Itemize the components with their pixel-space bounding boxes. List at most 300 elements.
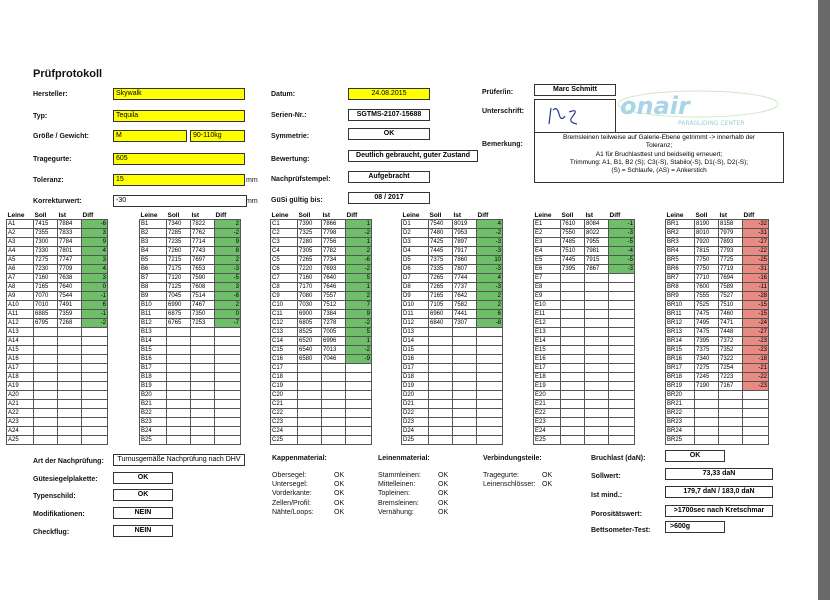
diff-cell <box>82 373 108 382</box>
diff-cell <box>82 427 108 436</box>
line-name-cell: C6 <box>271 265 298 274</box>
line-table <box>401 211 503 445</box>
ist-cell: 7653 <box>191 265 215 274</box>
ist-cell: 7512 <box>322 301 346 310</box>
soll-cell: 7375 <box>429 256 453 265</box>
typen-field[interactable]: OK <box>113 489 173 501</box>
ist-cell: 7046 <box>322 355 346 364</box>
table-row <box>534 283 635 292</box>
ist-cell: 7589 <box>719 283 743 292</box>
diff-cell: 7 <box>346 301 372 310</box>
ist-cell: 7253 <box>191 319 215 328</box>
guete-field[interactable]: OK <box>113 472 173 484</box>
table-row <box>666 229 769 238</box>
ist-cell: 7467 <box>191 301 215 310</box>
verb-title: Verbindungsteile: <box>483 455 542 462</box>
ist-cell: 7893 <box>719 238 743 247</box>
diff-cell: -31 <box>743 265 769 274</box>
line-name-cell: C10 <box>271 301 298 310</box>
column-header-diff: Diff <box>743 211 755 219</box>
soll-cell <box>167 328 191 337</box>
ist-cell: 7590 <box>191 274 215 283</box>
table-row <box>402 292 503 301</box>
line-name-cell: B14 <box>140 337 167 346</box>
diff-cell <box>346 400 372 409</box>
soll-cell: 6900 <box>298 310 322 319</box>
diff-cell: 4 <box>477 274 503 283</box>
line-name-cell: D2 <box>402 229 429 238</box>
ist-cell <box>453 382 477 391</box>
line-name-cell: B18 <box>140 373 167 382</box>
verb-item-value: OK <box>542 481 553 489</box>
ist-cell: 7747 <box>58 256 82 265</box>
gewicht-field[interactable]: 90-110kg <box>190 130 245 142</box>
soll-cell: 7160 <box>298 274 322 283</box>
diff-cell <box>215 373 241 382</box>
line-name-cell: B1 <box>140 220 167 229</box>
diff-cell <box>215 436 241 445</box>
diff-cell <box>743 409 769 418</box>
line-name-cell: E18 <box>534 373 561 382</box>
line-name-cell: A5 <box>7 256 34 265</box>
soll-cell <box>695 409 719 418</box>
diff-cell <box>215 355 241 364</box>
ist-cell: 7441 <box>453 310 477 319</box>
soll-cell <box>167 337 191 346</box>
toleranz-unit: mm <box>246 177 258 184</box>
table-row <box>534 301 635 310</box>
table-row <box>140 418 241 427</box>
line-name-cell: E23 <box>534 418 561 427</box>
ist-cell: 7734 <box>322 256 346 265</box>
diff-cell <box>609 418 635 427</box>
diff-cell: -3 <box>609 229 635 238</box>
diff-cell: 3 <box>82 274 108 283</box>
table-row <box>7 382 108 391</box>
line-name-cell: B5 <box>140 256 167 265</box>
diff-cell <box>609 328 635 337</box>
ist-cell: 7352 <box>719 346 743 355</box>
poro-field[interactable]: >1700sec nach Kretschmar <box>665 505 773 517</box>
table-row <box>402 355 503 364</box>
tragegurte-field[interactable]: 605 <box>113 153 245 165</box>
diff-cell: 3 <box>215 283 241 292</box>
bruch-field[interactable]: OK <box>665 450 725 462</box>
serien-field[interactable]: SGTMS-2107-15688 <box>348 109 430 121</box>
diff-cell <box>82 355 108 364</box>
leinen-item-value: OK <box>438 508 449 516</box>
soll-cell <box>167 436 191 445</box>
table-row <box>7 364 108 373</box>
diff-cell: -27 <box>743 328 769 337</box>
diff-cell: 0 <box>215 310 241 319</box>
diff-cell <box>215 400 241 409</box>
tragegurte-label: Tragegurte: <box>33 156 72 163</box>
table-row <box>7 247 108 256</box>
soll-cell <box>167 409 191 418</box>
soll-cell <box>561 355 585 364</box>
soll-cell: 6885 <box>34 310 58 319</box>
line-name-cell: B19 <box>140 382 167 391</box>
table-row <box>666 337 769 346</box>
line-name-cell: BR9 <box>666 292 695 301</box>
soll-cell <box>561 400 585 409</box>
line-name-cell: A23 <box>7 418 34 427</box>
soll-cell: 7125 <box>167 283 191 292</box>
soll-cell: 7480 <box>429 229 453 238</box>
hersteller-field[interactable]: Skywalk <box>113 88 245 100</box>
table-row <box>534 337 635 346</box>
guesi-field[interactable]: 08 / 2017 <box>348 192 430 204</box>
ist-cell <box>58 409 82 418</box>
leinen-item-label: Mittelleinen: <box>378 481 416 489</box>
diff-cell: 4 <box>82 247 108 256</box>
groesse-field[interactable]: M <box>113 130 187 142</box>
table-row <box>271 265 372 274</box>
line-name-cell: A25 <box>7 436 34 445</box>
diff-cell <box>609 319 635 328</box>
soll-cell: 7070 <box>34 292 58 301</box>
kappen-item-value: OK <box>334 481 345 489</box>
line-name-cell: B6 <box>140 265 167 274</box>
line-name-cell: B22 <box>140 409 167 418</box>
ist-cell <box>585 373 609 382</box>
line-name-cell: D6 <box>402 265 429 274</box>
diff-cell <box>215 328 241 337</box>
ist-cell: 7640 <box>322 274 346 283</box>
ist-cell: 7793 <box>719 247 743 256</box>
modi-field[interactable]: NEIN <box>113 507 173 519</box>
ist-cell: 7557 <box>322 292 346 301</box>
soll-cell <box>561 391 585 400</box>
table-row <box>666 418 769 427</box>
table-row <box>402 301 503 310</box>
line-name-cell: D11 <box>402 310 429 319</box>
soll-cell: 7610 <box>561 220 585 229</box>
ist-cell: 7866 <box>322 220 346 229</box>
table-row <box>140 247 241 256</box>
soll-cell: 7600 <box>695 283 719 292</box>
soll-cell: 6765 <box>167 319 191 328</box>
soll-cell: 7275 <box>34 256 58 265</box>
toleranz-field[interactable]: 15 <box>113 174 245 186</box>
ist-cell <box>191 391 215 400</box>
ist-cell <box>58 337 82 346</box>
soll-cell: 7540 <box>429 220 453 229</box>
line-name-cell: E20 <box>534 391 561 400</box>
bemerkung-box[interactable] <box>534 132 784 183</box>
line-name-cell: A11 <box>7 310 34 319</box>
ist-cell: 7638 <box>58 274 82 283</box>
bewertung-field[interactable]: Deutlich gebraucht, guter Zustand <box>348 150 478 162</box>
soll-cell <box>429 346 453 355</box>
ist-cell: 7743 <box>191 247 215 256</box>
kappen-item-value: OK <box>334 490 345 498</box>
ist-cell: 7979 <box>719 229 743 238</box>
ist-cell <box>191 355 215 364</box>
line-name-cell: BR19 <box>666 382 695 391</box>
column-header-leine: Leine <box>666 211 684 219</box>
table-row <box>7 220 108 229</box>
table-row <box>666 328 769 337</box>
soll-cell: 7285 <box>167 229 191 238</box>
diff-cell <box>609 373 635 382</box>
line-table <box>6 211 108 445</box>
diff-cell <box>82 337 108 346</box>
ist-cell <box>58 364 82 373</box>
table-row <box>7 319 108 328</box>
line-name-cell: A2 <box>7 229 34 238</box>
diff-cell: -1 <box>82 310 108 319</box>
soll-cell <box>167 400 191 409</box>
ist-cell: 7307 <box>453 319 477 328</box>
ist-cell <box>58 373 82 382</box>
table-row <box>271 238 372 247</box>
ist-cell <box>585 355 609 364</box>
diff-cell: -5 <box>609 256 635 265</box>
diff-cell <box>609 400 635 409</box>
table-row <box>534 274 635 283</box>
ist-cell <box>719 409 743 418</box>
table-row <box>7 301 108 310</box>
line-name-cell: C18 <box>271 373 298 382</box>
soll-cell <box>695 400 719 409</box>
symmetrie-field[interactable]: OK <box>348 128 430 140</box>
diff-cell: -2 <box>346 346 372 355</box>
diff-cell: 1 <box>346 238 372 247</box>
column-header-diff: Diff <box>215 211 227 219</box>
column-header-diff: Diff <box>82 211 94 219</box>
soll-cell <box>34 418 58 427</box>
check-field[interactable]: NEIN <box>113 525 173 537</box>
stempel-label: Nachprüfstempel: <box>271 176 331 183</box>
diff-cell <box>477 382 503 391</box>
ist-cell: 7782 <box>322 247 346 256</box>
soll-cell: 7105 <box>429 301 453 310</box>
art-label: Art der Nachprüfung: <box>33 458 104 465</box>
table-row <box>140 391 241 400</box>
table-row <box>271 283 372 292</box>
ist-cell <box>322 409 346 418</box>
ist-cell <box>453 409 477 418</box>
ist-cell: 7582 <box>453 301 477 310</box>
column-header-diff: Diff <box>609 211 621 219</box>
line-name-cell: B13 <box>140 328 167 337</box>
diff-cell: 1 <box>346 220 372 229</box>
ist-cell: 7384 <box>322 310 346 319</box>
line-name-cell: C20 <box>271 391 298 400</box>
diff-cell <box>215 427 241 436</box>
table-row <box>666 346 769 355</box>
diff-cell: 4 <box>477 220 503 229</box>
table-row <box>666 355 769 364</box>
typ-field[interactable]: Tequila <box>113 110 245 122</box>
ist-cell <box>585 427 609 436</box>
diff-cell <box>477 337 503 346</box>
ist-cell: 7510 <box>719 301 743 310</box>
line-name-cell: E25 <box>534 436 561 445</box>
table-row <box>402 247 503 256</box>
diff-cell: -3 <box>215 265 241 274</box>
toleranz-label: Toleranz: <box>33 177 64 184</box>
line-name-cell: BR15 <box>666 346 695 355</box>
soll-cell <box>167 418 191 427</box>
diff-cell: -2 <box>477 229 503 238</box>
table-row <box>271 247 372 256</box>
line-name-cell: A8 <box>7 283 34 292</box>
verb-item-label: Leinenschlösser: <box>483 481 536 489</box>
table-row <box>666 301 769 310</box>
column-header-ist: Ist <box>719 211 728 219</box>
line-name-cell: C16 <box>271 355 298 364</box>
ist-cell <box>453 400 477 409</box>
table-row <box>7 346 108 355</box>
line-name-cell: C15 <box>271 346 298 355</box>
soll-cell <box>561 310 585 319</box>
line-name-cell: A22 <box>7 409 34 418</box>
ist-cell <box>453 328 477 337</box>
column-header-soll: Soll <box>298 211 311 219</box>
ist-cell: 7013 <box>322 346 346 355</box>
art-field[interactable]: Turnusgemäße Nachprüfung nach DHV <box>113 454 245 466</box>
table-row <box>402 337 503 346</box>
ist-cell <box>191 436 215 445</box>
soll-cell <box>429 382 453 391</box>
pruefer-label: Prüfer/in: <box>482 89 514 96</box>
ist-cell: 7471 <box>719 319 743 328</box>
diff-cell: -2 <box>82 319 108 328</box>
table-row <box>402 229 503 238</box>
line-name-cell: B7 <box>140 274 167 283</box>
ist-cell <box>322 427 346 436</box>
line-name-cell: C14 <box>271 337 298 346</box>
line-name-cell: D1 <box>402 220 429 229</box>
soll-cell: 7340 <box>695 355 719 364</box>
soll-cell <box>561 319 585 328</box>
diff-cell: -22 <box>743 373 769 382</box>
soll-cell: 7750 <box>695 256 719 265</box>
table-row <box>271 301 372 310</box>
line-name-cell: E1 <box>534 220 561 229</box>
guesi-label: GüSi gültig bis: <box>271 197 323 204</box>
diff-cell <box>346 364 372 373</box>
diff-cell: -25 <box>743 256 769 265</box>
line-name-cell: E11 <box>534 310 561 319</box>
diff-cell <box>743 436 769 445</box>
line-name-cell: C5 <box>271 256 298 265</box>
soll-cell <box>429 400 453 409</box>
bemerkung-line: A1 für Bruchlasttest und beidseitig erneuert; <box>595 150 723 158</box>
line-name-cell: D19 <box>402 382 429 391</box>
line-name-cell: D16 <box>402 355 429 364</box>
ist-cell: 7544 <box>58 292 82 301</box>
ist-cell <box>585 301 609 310</box>
diff-cell <box>477 391 503 400</box>
table-row <box>271 346 372 355</box>
diff-cell: -23 <box>743 337 769 346</box>
column-header-diff: Diff <box>346 211 358 219</box>
line-name-cell: BR10 <box>666 301 695 310</box>
line-name-cell: C21 <box>271 400 298 409</box>
korrektur-field[interactable]: -30 <box>113 195 247 207</box>
line-name-cell: E16 <box>534 355 561 364</box>
soll-cell <box>561 337 585 346</box>
soll-cell: 7220 <box>298 265 322 274</box>
ist-cell <box>58 328 82 337</box>
ist-cell <box>585 409 609 418</box>
soll-cell <box>429 427 453 436</box>
table-row <box>666 319 769 328</box>
ist-cell: 7640 <box>58 283 82 292</box>
line-table <box>139 211 241 445</box>
ist-cell <box>585 328 609 337</box>
line-name-cell: C1 <box>271 220 298 229</box>
soll-cell <box>167 427 191 436</box>
soll-field[interactable]: 73,33 daN <box>665 468 773 480</box>
soll-cell: 7160 <box>34 274 58 283</box>
ist-cell <box>322 391 346 400</box>
line-name-cell: A20 <box>7 391 34 400</box>
diff-cell: -32 <box>743 220 769 229</box>
ist-cell: 7350 <box>191 310 215 319</box>
table-row <box>402 382 503 391</box>
ist-cell: 7953 <box>453 229 477 238</box>
ist-cell <box>58 418 82 427</box>
soll-cell <box>298 382 322 391</box>
istmind-field[interactable]: 179,7 daN / 183,0 daN <box>665 486 773 498</box>
table-row <box>534 256 635 265</box>
ist-cell: 7278 <box>322 319 346 328</box>
soll-cell: 7510 <box>561 247 585 256</box>
bruch-label: Bruchlast (daN): <box>591 455 646 462</box>
signature-box[interactable] <box>534 99 616 133</box>
leinen-item-value: OK <box>438 481 449 489</box>
line-name-cell: BR1 <box>666 220 695 229</box>
soll-cell <box>695 418 719 427</box>
soll-cell: 7265 <box>429 274 453 283</box>
table-row <box>271 373 372 382</box>
soll-cell: 7475 <box>695 310 719 319</box>
table-row <box>666 364 769 373</box>
pruefer-field[interactable]: Marc Schmitt <box>534 84 616 96</box>
stempel-field[interactable]: Aufgebracht <box>348 171 430 183</box>
ist-cell <box>585 382 609 391</box>
betts-field[interactable]: >600g <box>665 521 725 533</box>
line-name-cell: D4 <box>402 247 429 256</box>
line-name-cell: E15 <box>534 346 561 355</box>
leinen-item-value: OK <box>438 499 449 507</box>
soll-cell <box>298 391 322 400</box>
line-name-cell: A13 <box>7 328 34 337</box>
ist-cell: 7744 <box>453 274 477 283</box>
groesse-label: Größe / Gewicht: <box>33 133 90 140</box>
ist-cell <box>585 319 609 328</box>
table-row <box>402 256 503 265</box>
ist-cell <box>585 310 609 319</box>
soll-cell: 7375 <box>695 346 719 355</box>
table-row <box>402 283 503 292</box>
table-row <box>666 427 769 436</box>
line-name-cell: D5 <box>402 256 429 265</box>
soll-cell: 7815 <box>695 247 719 256</box>
ist-cell <box>191 328 215 337</box>
soll-cell <box>695 427 719 436</box>
diff-cell <box>82 418 108 427</box>
table-row <box>140 382 241 391</box>
ist-cell: 7005 <box>322 328 346 337</box>
datum-field[interactable]: 24.08.2015 <box>348 88 430 100</box>
line-name-cell: C17 <box>271 364 298 373</box>
